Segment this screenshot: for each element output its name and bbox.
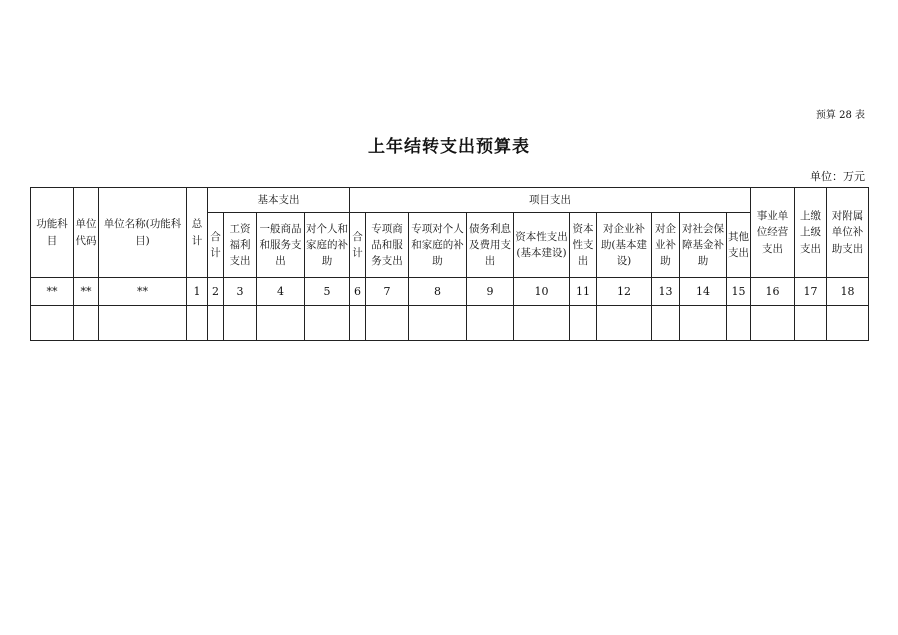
- table-cell: [827, 306, 869, 341]
- column-index-cell: 9: [467, 278, 514, 306]
- basic-col-header: 合计: [208, 213, 224, 278]
- project-col-header: 合计: [350, 213, 366, 278]
- project-col-header: 对企业补助: [652, 213, 680, 278]
- column-index-cell: **: [31, 278, 74, 306]
- project-col-header: 资本性支出(基本建设): [514, 213, 570, 278]
- table-cell: [680, 306, 727, 341]
- project-col-header: 资本性支出: [570, 213, 597, 278]
- table-cell: [187, 306, 208, 341]
- project-col-header: 专项对个人和家庭的补助: [409, 213, 467, 278]
- col-header-unit-name: 单位名称(功能科目): [99, 188, 187, 278]
- table-cell: [409, 306, 467, 341]
- col-header-function: 功能科目: [31, 188, 74, 278]
- table-cell: [467, 306, 514, 341]
- col-header-total: 总计: [187, 188, 208, 278]
- project-col-header: 对社会保障基金补助: [680, 213, 727, 278]
- column-index-cell: 2: [208, 278, 224, 306]
- project-col-header: 债务利息及费用支出: [467, 213, 514, 278]
- column-index-row: [31, 278, 869, 306]
- column-index-cell: **: [74, 278, 99, 306]
- budget-table: [30, 187, 869, 341]
- table-cell: [652, 306, 680, 341]
- column-index-cell: 12: [597, 278, 652, 306]
- group-header-basic: 基本支出: [208, 188, 350, 213]
- col-header-upper: 上缴上级支出: [795, 188, 827, 278]
- column-index-cell: 7: [366, 278, 409, 306]
- column-index-cell: 15: [727, 278, 751, 306]
- column-index-cell: 6: [350, 278, 366, 306]
- table-row: [31, 306, 869, 341]
- project-col-header: 对企业补助(基本建设): [597, 213, 652, 278]
- column-index-cell: 18: [827, 278, 869, 306]
- col-header-subsidiary: 对附属单位补助支出: [827, 188, 869, 278]
- basic-col-header: 对个人和家庭的补助: [305, 213, 350, 278]
- column-index-cell: 4: [257, 278, 305, 306]
- table-cell: [514, 306, 570, 341]
- table-cell: [224, 306, 257, 341]
- page-title: 上年结转支出预算表: [368, 137, 530, 157]
- table-cell: [350, 306, 366, 341]
- column-index-cell: **: [99, 278, 187, 306]
- column-index-cell: 5: [305, 278, 350, 306]
- table-cell: [99, 306, 187, 341]
- column-index-cell: 16: [751, 278, 795, 306]
- project-col-header: 其他支出: [727, 213, 751, 278]
- table-cell: [597, 306, 652, 341]
- table-cell: [305, 306, 350, 341]
- unit-label: 单位：万元: [810, 170, 865, 183]
- table-cell: [751, 306, 795, 341]
- column-index-cell: 10: [514, 278, 570, 306]
- column-index-cell: 8: [409, 278, 467, 306]
- basic-col-header: 一般商品和服务支出: [257, 213, 305, 278]
- table-cell: [74, 306, 99, 341]
- table-cell: [727, 306, 751, 341]
- table-cell: [795, 306, 827, 341]
- table-cell: [31, 306, 74, 341]
- col-header-business: 事业单位经营支出: [751, 188, 795, 278]
- column-index-cell: 14: [680, 278, 727, 306]
- table-cell: [570, 306, 597, 341]
- column-index-cell: 3: [224, 278, 257, 306]
- column-index-cell: 13: [652, 278, 680, 306]
- col-header-unit-code: 单位代码: [74, 188, 99, 278]
- column-index-cell: 11: [570, 278, 597, 306]
- table-cell: [366, 306, 409, 341]
- column-index-cell: 1: [187, 278, 208, 306]
- table-code: 预算 28 表: [815, 110, 865, 121]
- project-col-header: 专项商品和服务支出: [366, 213, 409, 278]
- basic-col-header: 工资福利支出: [224, 213, 257, 278]
- column-index-cell: 17: [795, 278, 827, 306]
- table-cell: [257, 306, 305, 341]
- group-header-project: 项目支出: [350, 188, 751, 213]
- table-cell: [208, 306, 224, 341]
